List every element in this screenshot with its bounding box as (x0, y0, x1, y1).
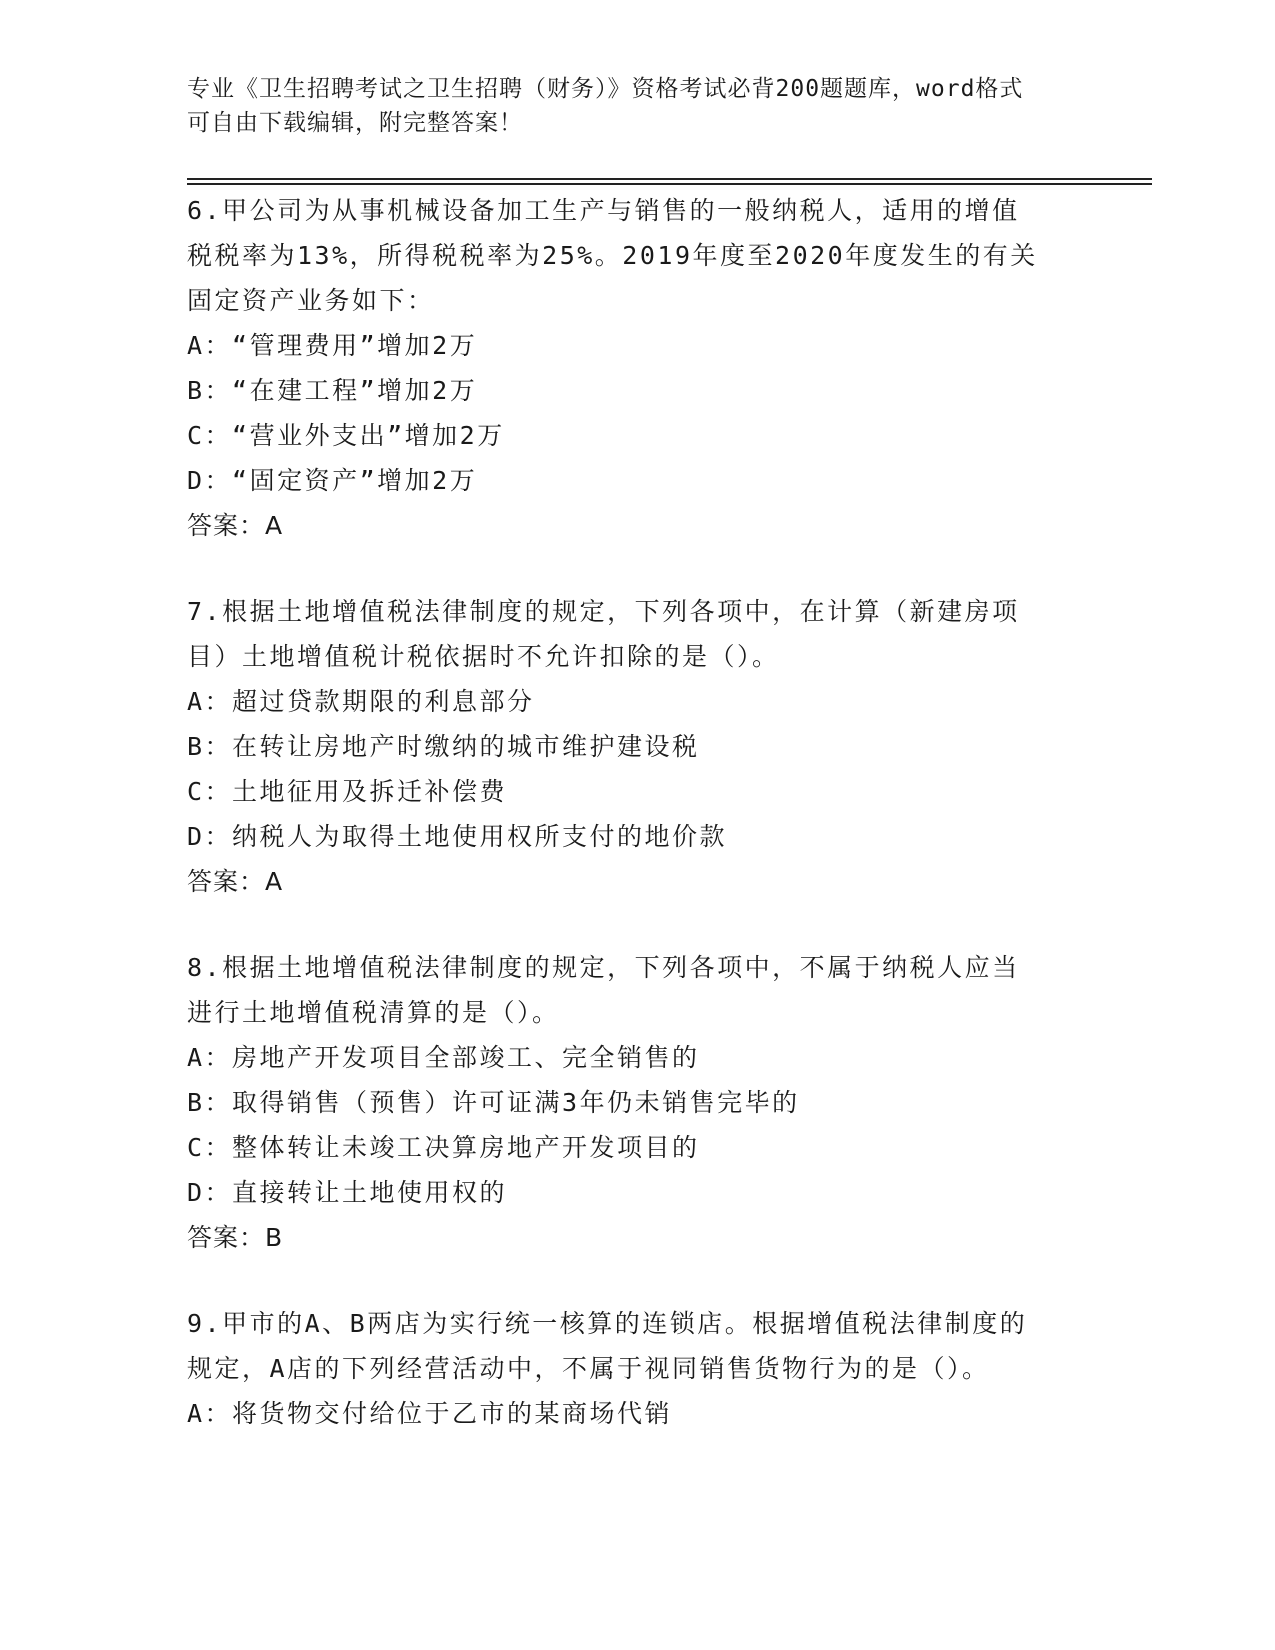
question-stem-line: 目）土地增值税计税依据时不允许扣除的是（）。 (187, 642, 780, 671)
question-stem-line: 规定，A店的下列经营活动中，不属于视同销售货物行为的是（）。 (187, 1354, 990, 1383)
option-a: A：超过贷款期限的利息部分 (187, 687, 535, 716)
option-b: B：“在建工程”增加2万 (187, 376, 478, 405)
answer-line: 答案：A (187, 867, 284, 896)
question-stem-line: 8.根据土地增值税法律制度的规定，下列各项中，不属于纳税人应当 (187, 953, 1020, 982)
option-a: A：房地产开发项目全部竣工、完全销售的 (187, 1043, 700, 1072)
option-c: C：整体转让未竣工决算房地产开发项目的 (187, 1133, 700, 1162)
question-item-8 (187, 945, 1087, 1260)
answer-line: 答案：A (187, 511, 284, 540)
question-stem-line: 7.根据土地增值税法律制度的规定，下列各项中，在计算（新建房项 (187, 597, 1020, 626)
question-list (187, 188, 1087, 1477)
option-a: A：将货物交付给位于乙市的某商场代销 (187, 1399, 673, 1428)
option-c: C：土地征用及拆迁补偿费 (187, 777, 508, 806)
question-stem-line: 税税率为13%，所得税税率为25%。2019年度至2020年度发生的有关 (187, 241, 1038, 270)
document-header (187, 72, 1087, 140)
option-b: B：在转让房地产时缴纳的城市维护建设税 (187, 732, 700, 761)
header-line-1: 专业《卫生招聘考试之卫生招聘（财务）》资格考试必背200题题库，word格式 (187, 76, 1024, 102)
option-b: B：取得销售（预售）许可证满3年仍未销售完毕的 (187, 1088, 800, 1117)
question-item-7 (187, 589, 1087, 904)
question-stem-line: 固定资产业务如下： (187, 286, 435, 315)
answer-line: 答案：B (187, 1223, 284, 1252)
header-line-2: 可自由下载编辑，附完整答案！ (187, 110, 523, 136)
header-divider-bottom (187, 183, 1152, 185)
option-d: D：“固定资产”增加2万 (187, 466, 478, 495)
option-a: A：“管理费用”增加2万 (187, 331, 478, 360)
question-stem-line: 9.甲市的A、B两店为实行统一核算的连锁店。根据增值税法律制度的 (187, 1309, 1028, 1338)
option-d: D：直接转让土地使用权的 (187, 1178, 508, 1207)
question-stem-line: 进行土地增值税清算的是（）。 (187, 998, 560, 1027)
header-divider-top (187, 178, 1152, 180)
option-d: D：纳税人为取得土地使用权所支付的地价款 (187, 822, 728, 851)
question-stem-line: 6.甲公司为从事机械设备加工生产与销售的一般纳税人，适用的增值 (187, 196, 1020, 225)
option-c: C：“营业外支出”增加2万 (187, 421, 505, 450)
question-item-6 (187, 188, 1087, 548)
question-item-9 (187, 1301, 1087, 1436)
